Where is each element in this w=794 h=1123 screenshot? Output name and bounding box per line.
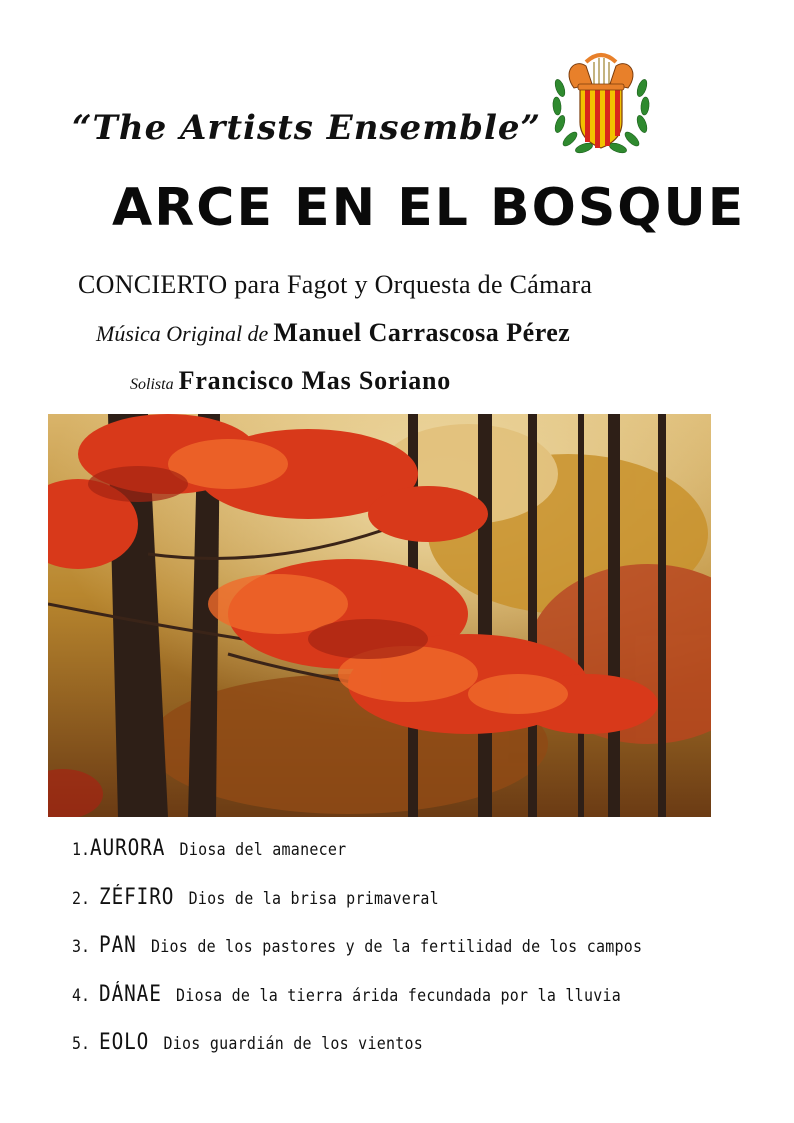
list-item [72,933,642,982]
movement-name: AURORA [90,836,166,861]
soloist-line [130,366,451,396]
list-item [72,836,642,885]
movement-number: 1. [72,840,91,860]
list-item [72,1030,642,1079]
concert-title: ARCE EN EL BOSQUE [112,178,746,238]
movement-number: 2. [72,888,91,909]
movement-number: 5. [72,1034,91,1054]
movement-list [72,836,720,1079]
movement-description: Diosa de la tierra árida fecundada por la lluvia [176,985,622,1006]
concert-subtitle: CONCIERTO para Fagot y Orquesta de Cámara [78,270,593,299]
movement-number: 3. [72,937,91,957]
movement-name: EOLO [99,1030,150,1055]
soloist-name: Francisco Mas Soriano [178,366,452,395]
movement-description: Dios de los pastores y de la fertilidad de los campos [150,937,643,957]
movement-description: Dios de la brisa primaveral [188,888,439,909]
autumn-maple-forest-photo [48,414,711,817]
list-item [72,982,642,1031]
composer-name: Manuel Carrascosa Pérez [273,318,571,347]
movement-name: PAN [99,933,137,958]
soloist-label: Solista [130,376,174,393]
ensemble-name: “The Artists Ensemble” [72,108,542,148]
lyre-coat-of-arms-icon [552,44,650,156]
movement-description: Diosa del amanecer [179,840,347,860]
movement-name: DÁNAE [99,981,162,1007]
list-item [72,885,642,934]
composer-line [96,318,570,348]
movement-name: ZÉFIRO [99,884,175,910]
movement-number: 4. [72,985,91,1006]
music-label: Música Original de [96,321,269,346]
movement-description: Dios guardián de los vientos [163,1034,424,1054]
